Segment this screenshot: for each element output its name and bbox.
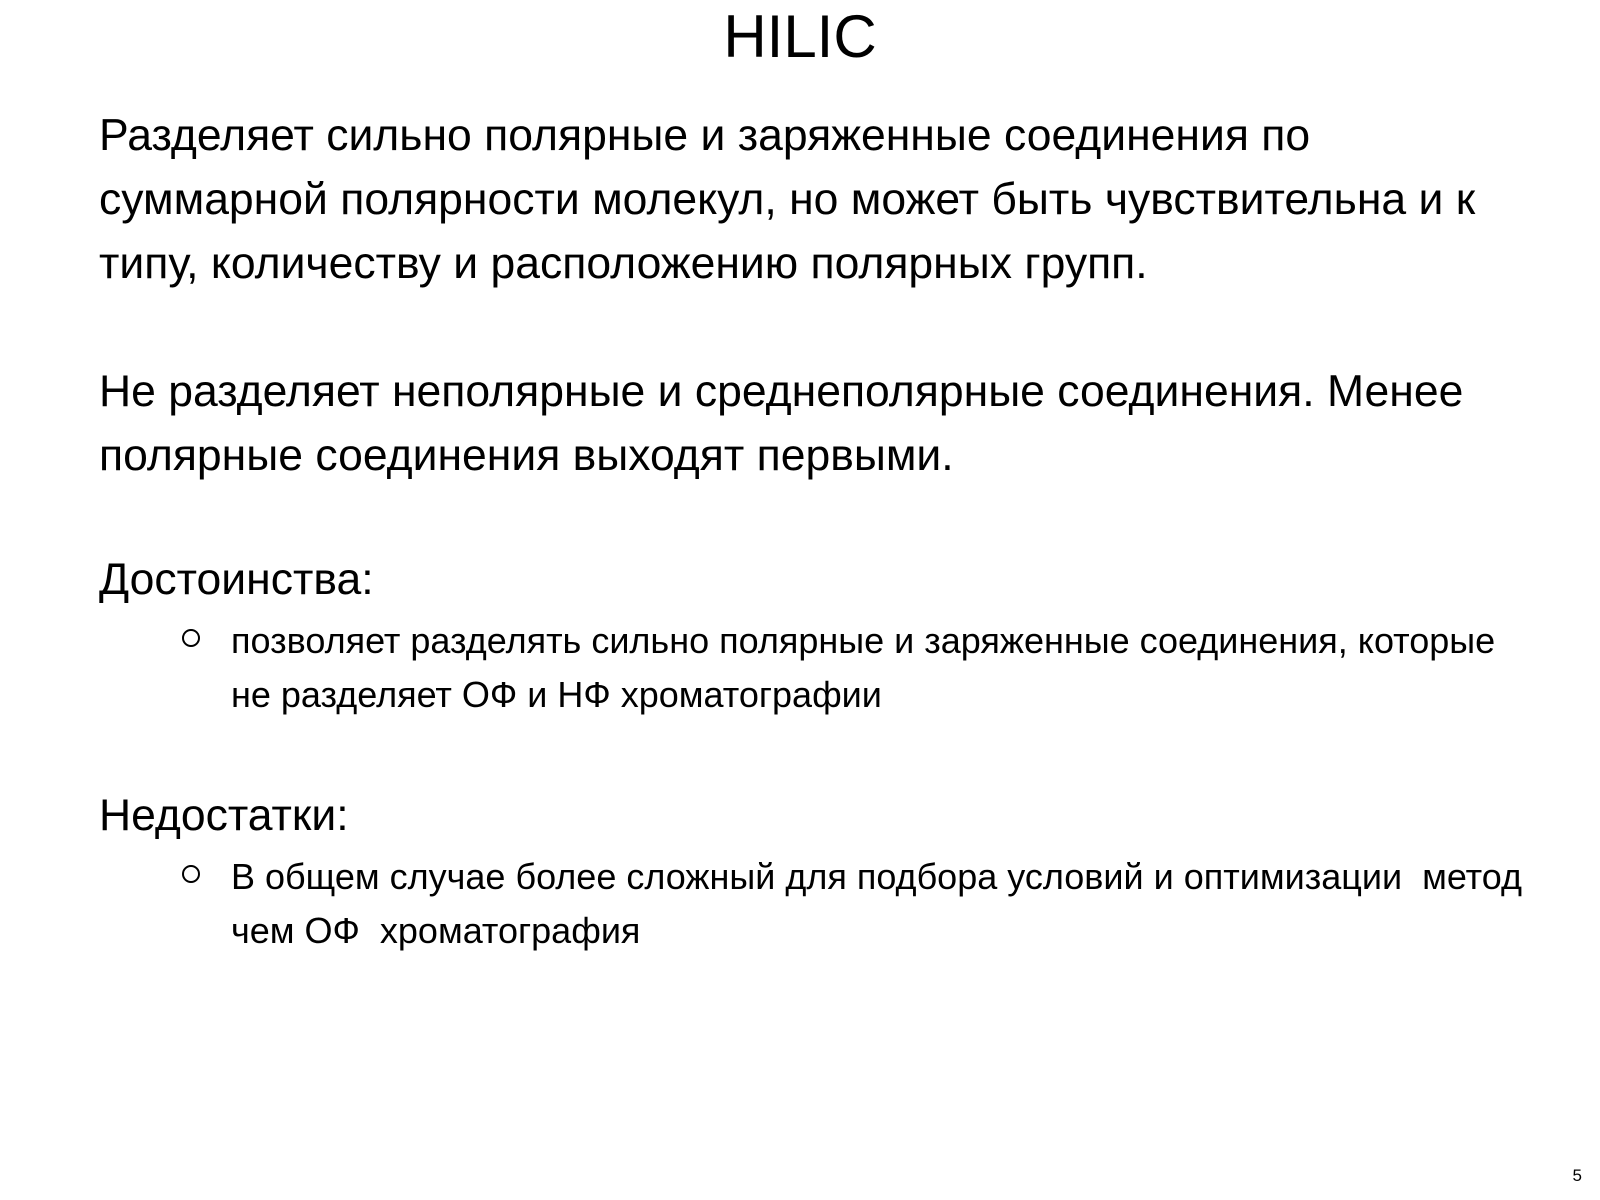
slide-title: HILIC [723,3,877,70]
list-item-text: В общем случае более сложный для подбора условий и оптимизации метод чем ОФ хроматография [231,856,1532,951]
list-item [231,850,1539,958]
list-item [231,614,1539,722]
disadvantages-list [99,850,1539,958]
circle-bullet-icon [182,629,200,647]
slide-body [99,104,1539,958]
disadvantages-section [99,784,1539,958]
paragraph-polar-separation: Разделяет сильно полярные и заряженные соединения по суммарной полярности молекул, но может быть чувствительна и к типу, количеству и расположению полярных групп. [99,111,1476,288]
advantages-list [99,614,1539,722]
list-item-text: позволяет разделять сильно полярные и заряженные соединения, которые не разделяет ОФ и НФ хроматографии [231,620,1496,715]
disadvantages-heading: Недостатки: [99,791,349,840]
page-number: 5 [1572,1166,1582,1185]
advantages-section [99,548,1539,722]
paragraph-nonpolar: Не разделяет неполярные и среднеполярные соединения. Менее полярные соединения выходят первыми. [99,367,1464,480]
advantages-heading: Достоинства: [99,555,374,604]
circle-bullet-icon [182,865,200,883]
